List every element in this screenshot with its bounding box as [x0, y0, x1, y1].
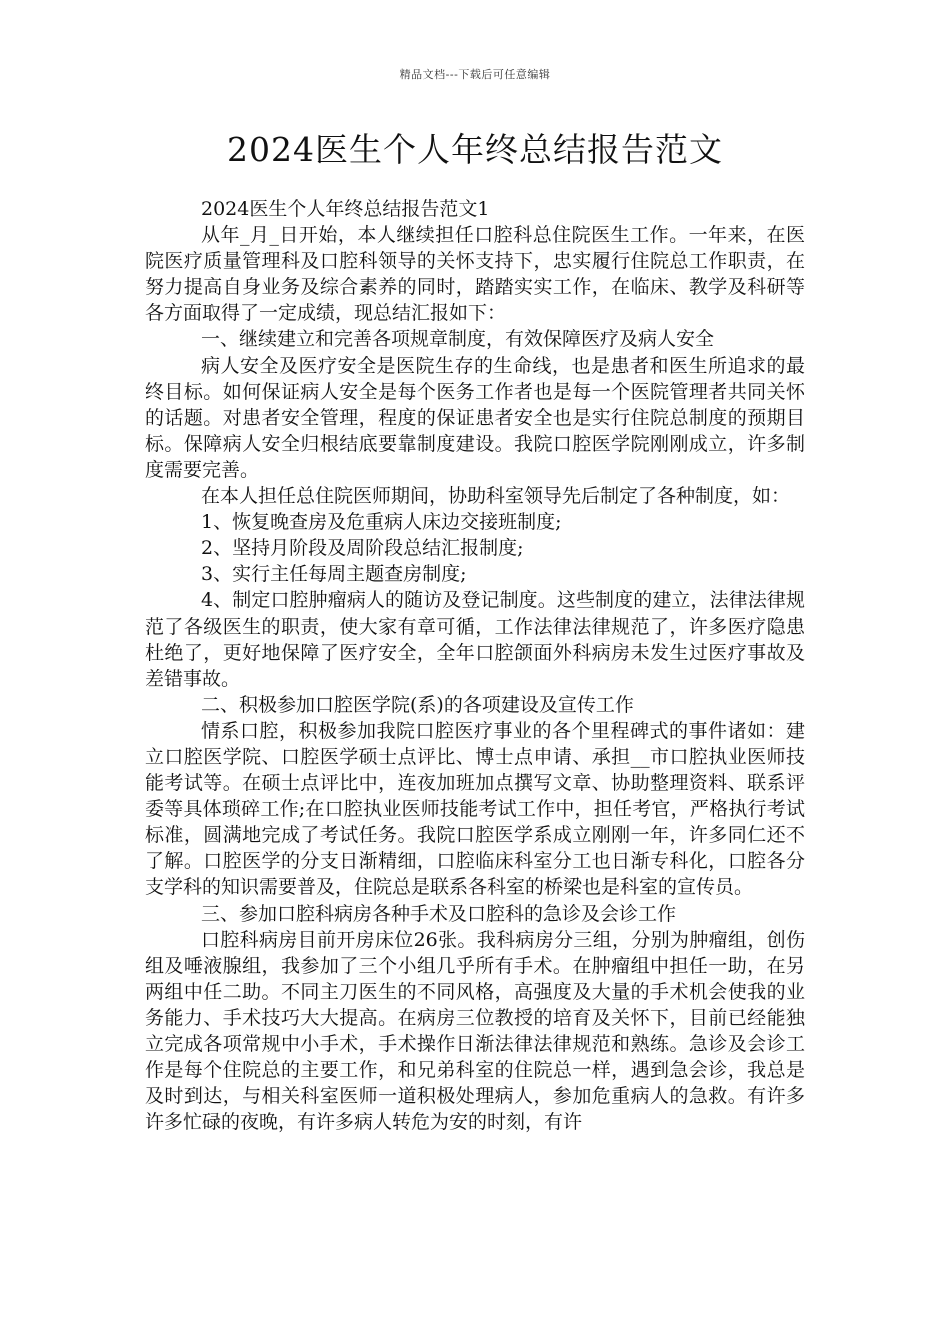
list-item: 3、实行主任每周主题查房制度; [201, 563, 467, 586]
section-heading-3: 三、参加口腔科病房各种手术及口腔科的急诊及会诊工作 [201, 902, 677, 925]
body-paragraph: 在本人担任总住院医师期间，协助科室领导先后制定了各种制度，如： [201, 485, 791, 508]
section-heading-2: 二、积极参加口腔医学院(系)的各项建设及宣传工作 [201, 693, 634, 716]
body-paragraph: 病人安全及医疗安全是医院生存的生命线，也是患者和医生所追求的最终目标。如何保证病人安全是每个医务工作者也是每一个医院管理者共同关怀的话题。对患者安全管理，程度的保证患者安全也是实行住院总制度的预期目标。保障病人安全归根结底要靠制度建设。我院口腔医学院刚刚成立，许多制度需要完善。 [145, 354, 805, 481]
document-body [145, 196, 805, 1135]
list-item: 4、制定口腔肿瘤病人的随访及登记制度。这些制度的建立，法律法律规范了各级医生的职责，使大家有章可循，工作法律法律规范了，许多医疗隐患杜绝了，更好地保障了医疗安全，全年口腔颌面外科病房未发生过医疗事故及差错事故。 [145, 589, 805, 690]
list-item: 1、恢复晚查房及危重病人床边交接班制度; [201, 511, 562, 534]
section-heading-1: 一、继续建立和完善各项规章制度，有效保障医疗及病人安全 [201, 328, 715, 351]
page-title: 2024医生个人年终总结报告范文 [227, 130, 723, 169]
body-paragraph: 口腔科病房目前开房床位26张。我科病房分三组，分别为肿瘤组，创伤组及唾液腺组，我参加了三个小组几乎所有手术。在肿瘤组中担任一助，在另两组中任二助。不同主刀医生的不同风格，高强度及大量的手术机会使我的业务能力、手术技巧大大提高。在病房三位教授的培育及关怀下，目前已经能独立完成各项常规中小手术，手术操作日渐法律法律规范和熟练。急诊及会诊工作是每个住院总的主要工作，和兄弟科室的住院总一样，遇到急会诊，我总是及时到达，与相关科室医师一道积极处理病人，参加危重病人的急救。有许多许多忙碌的夜晚，有许多病人转危为安的时刻，有许 [145, 928, 805, 1134]
intro-paragraph: 从年_月_日开始，本人继续担任口腔科总住院医生工作。一年来，在医院医疗质量管理科及口腔科领导的关怀支持下，忠实履行住院总工作职责，在努力提高自身业务及综合素养的同时，踏踏实实工作，在临床、教学及科研等各方面取得了一定成绩，现总结汇报如下： [145, 224, 805, 325]
header-note: 精品文档---下载后可任意编辑 [399, 68, 551, 81]
list-item: 2、坚持月阶段及周阶段总结汇报制度; [201, 537, 524, 560]
subtitle-paragraph: 2024医生个人年终总结报告范文1 [201, 198, 490, 220]
body-paragraph: 情系口腔，积极参加我院口腔医疗事业的各个里程碑式的事件诸如：建立口腔医学院、口腔医学硕士点评比、博士点申请、承担__市口腔执业医师技能考试等。在硕士点评比中，连夜加班加点撰写文章、协助整理资料、联系评委等具体琐碎工作;在口腔执业医师技能考试工作中，担任考官，严格执行考试标准，圆满地完成了考试任务。我院口腔医学系成立刚刚一年，许多同仁还不了解。口腔医学的分支日渐精细，口腔临床科室分工也日渐专科化，口腔各分支学科的知识需要普及，住院总是联系各科室的桥梁也是科室的宣传员。 [145, 719, 805, 899]
